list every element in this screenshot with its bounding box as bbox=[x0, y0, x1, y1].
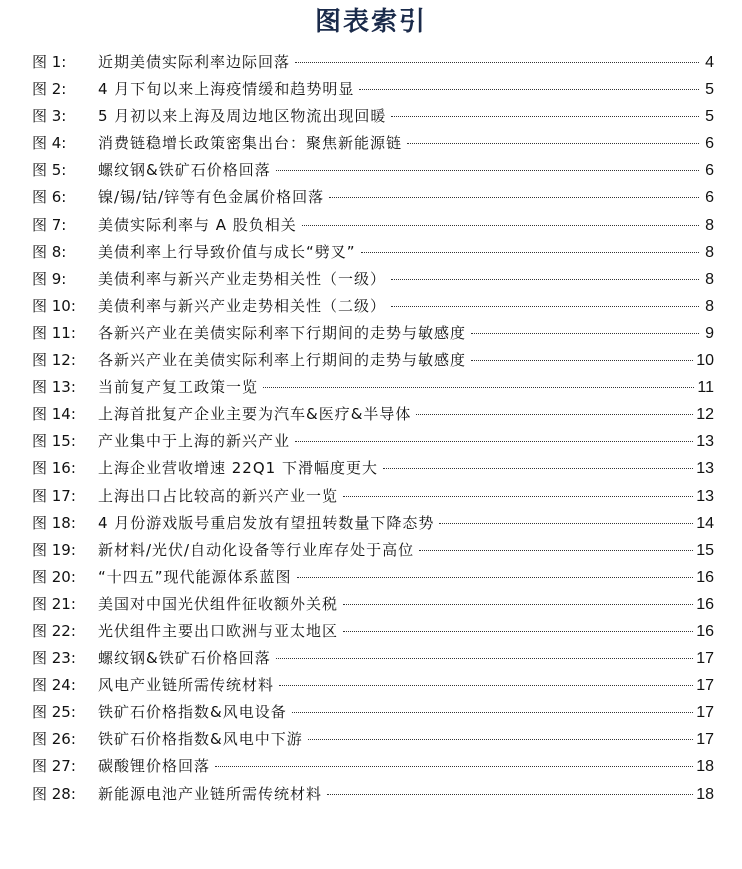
toc-entry[interactable] bbox=[32, 510, 714, 537]
figure-title: 上海企业营收增速 22Q1 下滑幅度更大 bbox=[98, 459, 378, 478]
dot-leader bbox=[327, 794, 693, 795]
figure-number: 图 2: bbox=[32, 80, 67, 99]
toc-entry[interactable] bbox=[32, 293, 714, 320]
toc-entry[interactable] bbox=[32, 564, 714, 591]
figure-title: 螺纹钢&铁矿石价格回落 bbox=[98, 649, 271, 668]
figure-number: 图 23: bbox=[32, 649, 76, 668]
figure-number: 图 8: bbox=[32, 242, 67, 261]
dot-leader bbox=[297, 577, 694, 578]
figure-title: 4 月下旬以来上海疫情缓和趋势明显 bbox=[98, 80, 355, 99]
page-number: 12 bbox=[696, 406, 714, 424]
toc-entry[interactable] bbox=[32, 618, 714, 645]
figure-title: 产业集中于上海的新兴产业 bbox=[98, 432, 291, 451]
figure-index-list bbox=[32, 49, 714, 808]
page-number: 16 bbox=[696, 568, 714, 586]
dot-leader bbox=[276, 658, 694, 659]
toc-entry[interactable] bbox=[32, 130, 714, 157]
figure-number: 图 14: bbox=[32, 405, 76, 424]
figure-title: 光伏组件主要出口欧洲与亚太地区 bbox=[98, 621, 339, 640]
figure-number: 图 22: bbox=[32, 621, 76, 640]
toc-entry[interactable] bbox=[32, 374, 714, 401]
toc-entry[interactable] bbox=[32, 455, 714, 482]
page-number: 17 bbox=[696, 704, 714, 722]
figure-title: 当前复产复工政策一览 bbox=[98, 378, 259, 397]
dot-leader bbox=[416, 414, 693, 415]
figure-title: 各新兴产业在美债实际利率下行期间的走势与敏感度 bbox=[98, 323, 467, 342]
page-number: 8 bbox=[705, 270, 714, 288]
figure-title: 美债实际利率与 A 股负相关 bbox=[98, 215, 297, 234]
toc-entry[interactable] bbox=[32, 212, 714, 239]
dot-leader bbox=[419, 550, 693, 551]
toc-entry[interactable] bbox=[32, 49, 714, 76]
figure-number: 图 1: bbox=[32, 53, 67, 71]
page-number: 5 bbox=[705, 108, 714, 126]
figure-title: 新能源电池产业链所需传统材料 bbox=[98, 784, 323, 803]
figure-title: 上海出口占比较高的新兴产业一览 bbox=[98, 486, 339, 505]
figure-number: 图 3: bbox=[32, 107, 67, 126]
figure-number: 图 21: bbox=[32, 594, 76, 613]
toc-entry[interactable] bbox=[32, 537, 714, 564]
figure-number: 图 19: bbox=[32, 540, 76, 559]
figure-title: 美债利率与新兴产业走势相关性（一级） bbox=[98, 269, 387, 288]
figure-title: 4 月份游戏版号重启发放有望扭转数量下降态势 bbox=[98, 513, 435, 532]
figure-title: 5 月初以来上海及周边地区物流出现回暖 bbox=[98, 107, 387, 126]
toc-entry[interactable] bbox=[32, 401, 714, 428]
figure-number: 图 7: bbox=[32, 215, 67, 234]
dot-leader bbox=[471, 333, 699, 334]
page-number: 16 bbox=[696, 622, 714, 640]
dot-leader bbox=[295, 441, 693, 442]
toc-entry[interactable] bbox=[32, 157, 714, 184]
dot-leader bbox=[407, 143, 699, 144]
figure-number: 图 9: bbox=[32, 269, 67, 288]
figure-title: 各新兴产业在美债实际利率上行期间的走势与敏感度 bbox=[98, 351, 467, 370]
figure-number: 图 4: bbox=[32, 134, 67, 153]
figure-title: 美债利率上行导致价值与成长“劈叉” bbox=[98, 242, 356, 261]
toc-entry[interactable] bbox=[32, 672, 714, 699]
figure-number: 图 17: bbox=[32, 486, 76, 505]
page-number: 11 bbox=[697, 379, 714, 397]
page-number: 14 bbox=[696, 514, 714, 532]
figure-title: 美国对中国光伏组件征收额外关税 bbox=[98, 594, 339, 613]
page-number: 18 bbox=[696, 785, 714, 803]
dot-leader bbox=[361, 252, 699, 253]
figure-title: 螺纹钢&铁矿石价格回落 bbox=[98, 161, 271, 180]
dot-leader bbox=[292, 712, 694, 713]
dot-leader bbox=[263, 387, 694, 388]
figure-number: 图 25: bbox=[32, 703, 76, 722]
figure-number: 图 26: bbox=[32, 730, 76, 749]
page-number: 8 bbox=[705, 216, 714, 234]
toc-entry[interactable] bbox=[32, 266, 714, 293]
page-number: 13 bbox=[696, 460, 714, 478]
toc-entry[interactable] bbox=[32, 753, 714, 780]
dot-leader bbox=[383, 468, 693, 469]
figure-title: 近期美债实际利率边际回落 bbox=[98, 53, 291, 71]
dot-leader bbox=[295, 62, 699, 63]
figure-number: 图 13: bbox=[32, 378, 76, 397]
figure-number: 图 15: bbox=[32, 432, 76, 451]
figure-title: “十四五”现代能源体系蓝图 bbox=[98, 567, 292, 586]
toc-entry[interactable] bbox=[32, 320, 714, 347]
figure-number: 图 27: bbox=[32, 757, 76, 776]
figure-title: 上海首批复产企业主要为汽车&医疗&半导体 bbox=[98, 405, 412, 424]
page-number: 4 bbox=[705, 54, 714, 71]
figure-number: 图 28: bbox=[32, 784, 76, 803]
toc-entry[interactable] bbox=[32, 76, 714, 103]
page-number: 17 bbox=[696, 650, 714, 668]
figure-number: 图 5: bbox=[32, 161, 67, 180]
page-number: 8 bbox=[705, 243, 714, 261]
toc-entry[interactable] bbox=[32, 483, 714, 510]
toc-entry[interactable] bbox=[32, 347, 714, 374]
figure-number: 图 11: bbox=[32, 323, 76, 342]
toc-entry[interactable] bbox=[32, 428, 714, 455]
dot-leader bbox=[279, 685, 693, 686]
dot-leader bbox=[215, 766, 693, 767]
figure-number: 图 18: bbox=[32, 513, 76, 532]
figure-number: 图 16: bbox=[32, 459, 76, 478]
figure-title: 消费链稳增长政策密集出台：聚焦新能源链 bbox=[98, 134, 403, 153]
figure-number: 图 12: bbox=[32, 351, 76, 370]
figure-number: 图 10: bbox=[32, 296, 76, 315]
page-number: 6 bbox=[705, 189, 714, 207]
dot-leader bbox=[471, 360, 693, 361]
figure-title: 铁矿石价格指数&风电设备 bbox=[98, 703, 287, 722]
figure-number: 图 6: bbox=[32, 188, 67, 207]
page-number: 13 bbox=[696, 433, 714, 451]
page-number: 18 bbox=[696, 758, 714, 776]
dot-leader bbox=[276, 170, 699, 171]
dot-leader bbox=[391, 279, 699, 280]
dot-leader bbox=[391, 306, 699, 307]
dot-leader bbox=[359, 89, 699, 90]
dot-leader bbox=[343, 631, 693, 632]
page-number: 16 bbox=[696, 595, 714, 613]
figure-title: 新材料/光伏/自动化设备等行业库存处于高位 bbox=[98, 540, 415, 559]
figure-title: 镍/锡/钴/锌等有色金属价格回落 bbox=[98, 188, 325, 207]
toc-entry[interactable] bbox=[32, 699, 714, 726]
figure-title: 碳酸锂价格回落 bbox=[98, 757, 211, 776]
toc-entry[interactable] bbox=[32, 645, 714, 672]
dot-leader bbox=[308, 739, 694, 740]
page-number: 10 bbox=[696, 352, 714, 370]
page-number: 15 bbox=[696, 541, 714, 559]
dot-leader bbox=[343, 604, 693, 605]
toc-entry[interactable] bbox=[32, 239, 714, 266]
dot-leader bbox=[343, 496, 693, 497]
page-number: 17 bbox=[696, 677, 714, 695]
dot-leader bbox=[302, 225, 699, 226]
figure-title: 铁矿石价格指数&风电中下游 bbox=[98, 730, 303, 749]
page-number: 9 bbox=[705, 324, 714, 342]
toc-entry[interactable] bbox=[32, 184, 714, 211]
dot-leader bbox=[391, 116, 699, 117]
toc-entry[interactable] bbox=[32, 103, 714, 130]
page-number: 5 bbox=[705, 81, 714, 99]
dot-leader bbox=[329, 197, 699, 198]
toc-entry[interactable] bbox=[32, 726, 714, 753]
page-number: 8 bbox=[705, 297, 714, 315]
figure-title: 风电产业链所需传统材料 bbox=[98, 676, 275, 695]
toc-entry[interactable] bbox=[32, 591, 714, 618]
figure-title: 美债利率与新兴产业走势相关性（二级） bbox=[98, 296, 387, 315]
page-number: 6 bbox=[705, 162, 714, 180]
page-number: 6 bbox=[705, 135, 714, 153]
page-title: 图表索引 bbox=[314, 7, 427, 37]
page-number: 17 bbox=[696, 731, 714, 749]
figure-number: 图 24: bbox=[32, 676, 76, 695]
page-number: 13 bbox=[696, 487, 714, 505]
toc-entry[interactable] bbox=[32, 781, 714, 808]
dot-leader bbox=[439, 523, 693, 524]
figure-number: 图 20: bbox=[32, 567, 76, 586]
